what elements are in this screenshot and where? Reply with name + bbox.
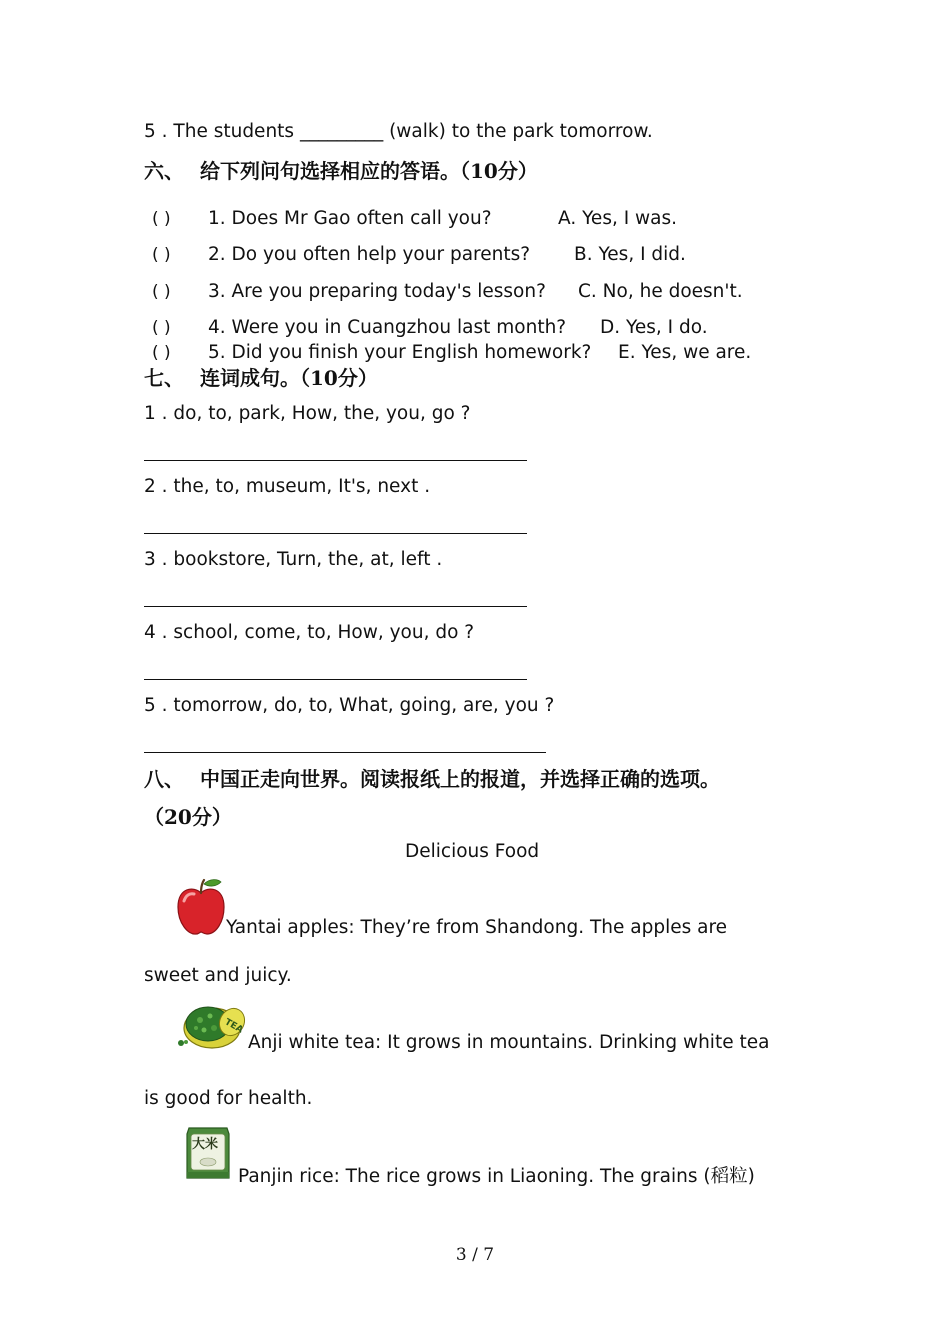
tea-paragraph-line-2: is good for health. [144,1088,313,1109]
section-6-number: 六、 [144,159,184,183]
sentence-item-2: 2 . the, to, museum, It's, next . [144,476,431,497]
sentence-item-3: 3 . bookstore, Turn, the, at, left . [144,549,443,570]
answer-bracket[interactable]: ( ) [152,343,171,363]
section-8-score: （20分） [144,805,232,829]
sentence-item-5: 5 . tomorrow, do, to, What, going, are, you ? [144,695,555,716]
matching-question: 3. Are you preparing today's lesson? [208,281,546,302]
matching-item-5 [152,344,591,363]
section-6-heading [144,161,538,181]
apple-paragraph-line-1: Yantai apples: They’re from Shandong. The apples are [226,917,728,938]
sentence-item-1: 1 . do, to, park, How, the, you, go ? [144,403,471,424]
rice-bag-label: 大米 [192,1137,219,1152]
fill-in-item-5: 5 . The students _________ (walk) to the park tomorrow. [144,121,653,142]
matching-option-d: D. Yes, I do. [600,317,708,338]
matching-question: 2. Do you often help your parents? [208,244,531,265]
tea-paragraph-line-1: Anji white tea: It grows in mountains. Drinking white tea [248,1032,770,1053]
matching-option-a: A. Yes, I was. [558,208,678,229]
answer-bracket[interactable]: ( ) [152,209,171,229]
matching-option-b: B. Yes, I did. [574,244,686,265]
answer-line-2[interactable] [144,533,527,534]
section-7-title: 连词成句。（10分） [200,366,378,390]
answer-line-3[interactable] [144,606,527,607]
apple-icon [174,877,228,937]
section-6-title: 给下列问句选择相应的答语。（10分） [200,159,538,183]
rice-bag-icon [183,1124,233,1182]
section-7-heading [144,368,378,388]
answer-bracket[interactable]: ( ) [152,318,171,338]
matching-option-e: E. Yes, we are. [618,342,752,363]
matching-question: 1. Does Mr Gao often call you? [208,208,492,229]
answer-bracket[interactable]: ( ) [152,245,171,265]
answer-line-1[interactable] [144,460,527,461]
rice-paragraph-line-1: Panjin rice: The rice grows in Liaoning. The grains (稻粒) [238,1166,755,1187]
svg-text:TEA: TEA [222,1017,245,1036]
matching-item-4 [152,319,566,338]
apple-paragraph-line-2: sweet and juicy. [144,965,292,986]
sentence-item-4: 4 . school, come, to, How, you, do ? [144,622,475,643]
answer-bracket[interactable]: ( ) [152,282,171,302]
answer-line-4[interactable] [144,679,527,680]
matching-option-c: C. No, he doesn't. [578,281,743,302]
page-number: 3 / 7 [455,1245,495,1265]
matching-question: 5. Did you finish your English homework? [208,342,592,363]
tea-tin-icon [174,998,248,1052]
matching-question: 4. Were you in Cuangzhou last month? [208,317,567,338]
section-8-title: 中国正走向世界。阅读报纸上的报道，并选择正确的选项。 [200,767,720,791]
matching-item-2 [152,246,530,265]
answer-line-5[interactable] [144,752,546,753]
matching-item-1 [152,210,492,229]
section-8-heading [144,769,720,789]
matching-item-3 [152,283,546,302]
section-8-number: 八、 [144,767,184,791]
passage-title: Delicious Food [405,841,540,862]
section-7-number: 七、 [144,366,184,390]
